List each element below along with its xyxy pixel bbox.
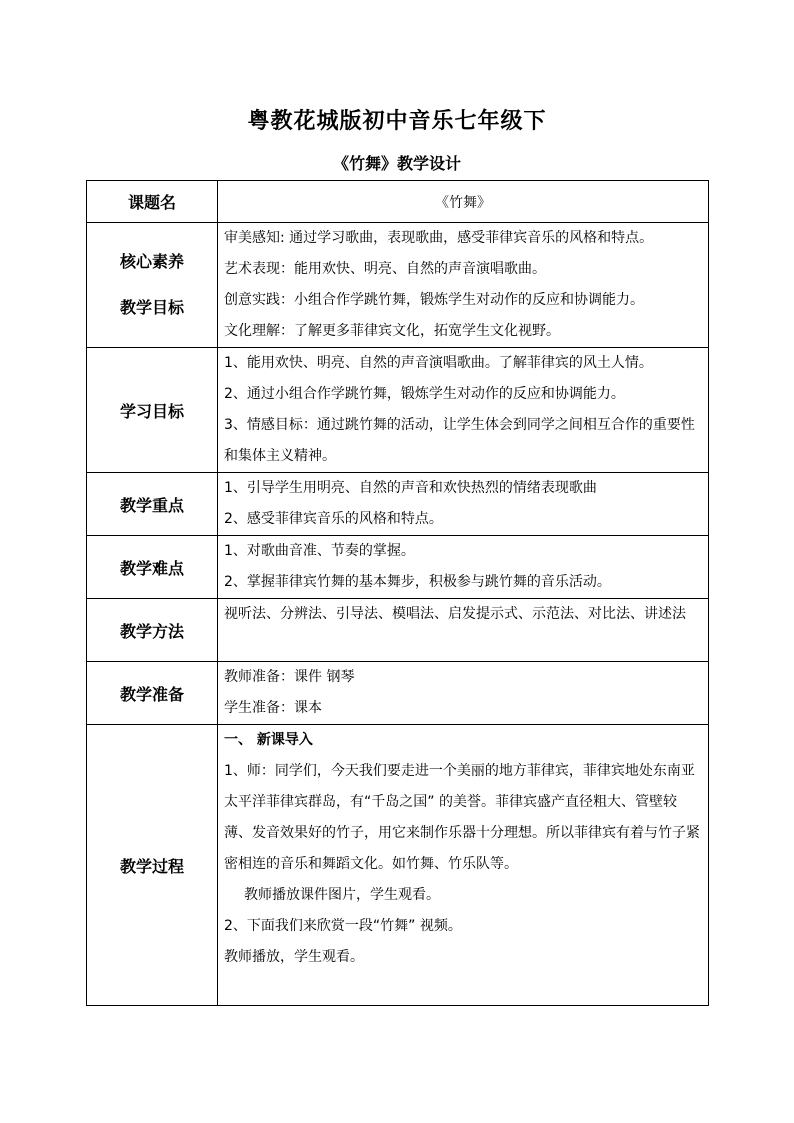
prep-line: 学生准备：课本 <box>224 700 322 716</box>
process-paragraph: 教师播放，学生观看。 <box>224 949 364 965</box>
process-label: 教学过程 <box>87 725 218 1006</box>
method-text: 视听法、分辨法、引导法、模唱法、启发提示式、示范法、对比法、讲述法 <box>224 606 686 622</box>
row-core-goals <box>87 223 709 348</box>
lesson-plan-table <box>86 180 709 1006</box>
learning-label: 学习目标 <box>87 348 218 473</box>
learning-content <box>218 348 709 473</box>
row-methods <box>87 599 709 662</box>
row-difficult-points <box>87 536 709 599</box>
core-content <box>218 223 709 348</box>
difficult-content <box>218 536 709 599</box>
core-label-line1: 核心素养 <box>119 252 184 271</box>
core-line: 文化理解：了解更多菲律宾文化，拓宽学生文化视野。 <box>224 323 560 339</box>
core-line: 审美感知: 通过学习歌曲，表现歌曲，感受菲律宾音乐的风格和特点。 <box>224 230 654 246</box>
document-subtitle: 《竹舞》教学设计 <box>332 154 461 173</box>
key-line: 1、引导学生用明亮、自然的声音和欢快热烈的情绪表现歌曲 <box>224 480 597 496</box>
row-preparation <box>87 662 709 725</box>
core-line: 艺术表现：能用欢快、明亮、自然的声音演唱歌曲。 <box>224 261 546 277</box>
process-heading: 一、 新课导入 <box>224 732 313 748</box>
key-label: 教学重点 <box>87 473 218 536</box>
process-paragraph: 1、师：同学们，今天我们要走进一个美丽的地方菲律宾，菲律宾地处东南亚太平洋菲律宾群岛，有“千岛之国” 的美誉。菲律宾盛产直径粗大、管壁较薄、发音效果好的竹子，用它来制作乐器十分理想。所以菲律宾有着与竹子紧密相连的音乐和舞蹈文化。如竹舞、竹乐队等。 <box>224 763 700 872</box>
method-content <box>218 599 709 662</box>
difficult-label: 教学难点 <box>87 536 218 599</box>
core-line: 创意实践：小组合作学跳竹舞，锻炼学生对动作的反应和协调能力。 <box>224 292 644 308</box>
difficult-line: 1、对歌曲音准、节奏的掌握。 <box>224 543 415 559</box>
learning-line: 3、情感目标：通过跳竹舞的活动，让学生体会到同学之间相互合作的重要性和集体主义精神。 <box>224 417 695 464</box>
prep-label: 教学准备 <box>87 662 218 725</box>
prep-content <box>218 662 709 725</box>
process-content <box>218 725 709 1006</box>
process-paragraph: 教师播放课件图片，学生观看。 <box>244 887 440 903</box>
row-process <box>87 725 709 1006</box>
process-paragraph: 2、下面我们来欣赏一段“竹舞” 视频。 <box>224 918 462 934</box>
core-label <box>87 223 218 348</box>
row-topic <box>87 181 709 223</box>
learning-line: 2、通过小组合作学跳竹舞，锻炼学生对动作的反应和协调能力。 <box>224 386 625 402</box>
row-learning-goals <box>87 348 709 473</box>
document-title: 粤教花城版初中音乐七年级下 <box>247 108 547 134</box>
key-line: 2、感受菲律宾音乐的风格和特点。 <box>224 511 443 527</box>
difficult-line: 2、掌握菲律宾竹舞的基本舞步，积极参与跳竹舞的音乐活动。 <box>224 574 611 590</box>
key-content <box>218 473 709 536</box>
learning-line: 1、能用欢快、明亮、自然的声音演唱歌曲。了解菲律宾的风土人情。 <box>224 355 653 371</box>
topic-label: 课题名 <box>87 181 218 223</box>
core-label-line2: 教学目标 <box>119 298 184 317</box>
method-label: 教学方法 <box>87 599 218 662</box>
topic-value: 《竹舞》 <box>218 181 709 223</box>
prep-line: 教师准备：课件 钢琴 <box>224 669 355 685</box>
row-key-points <box>87 473 709 536</box>
